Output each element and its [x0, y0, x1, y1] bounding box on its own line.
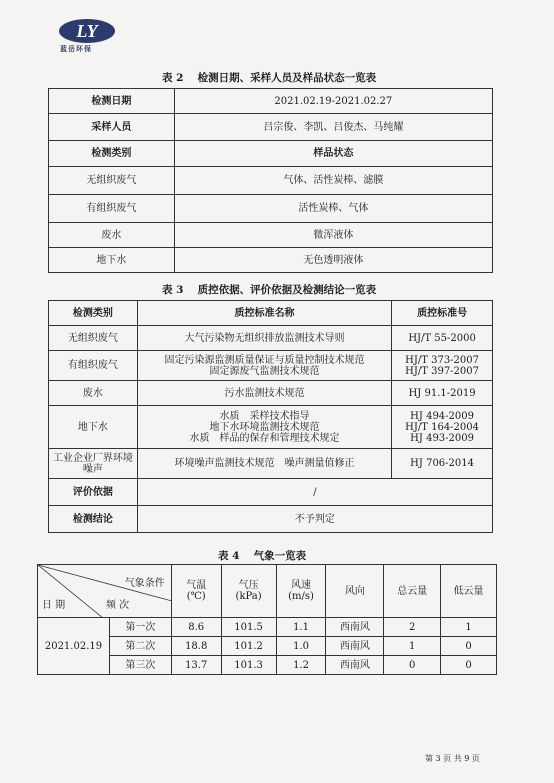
t4-header-pressure: 气压 (kPa) — [221, 565, 276, 618]
t3-category: 无组织废气 — [49, 326, 138, 351]
sampler-label: 采样人员 — [49, 114, 175, 141]
logo-text: 蓝岳环保 — [60, 44, 92, 53]
diag-freq-label: 频 次 — [106, 600, 130, 611]
t4-pressure: 101.2 — [221, 637, 276, 656]
company-logo — [57, 18, 117, 44]
category-cell: 有组织废气 — [49, 195, 175, 223]
table2 — [48, 88, 493, 273]
eval-label: 评价依据 — [49, 479, 138, 506]
eval-value: / — [137, 479, 492, 506]
table4-caption: 表 4 气象一览表 — [218, 550, 307, 562]
t4-freq: 第一次 — [109, 618, 171, 637]
category-header: 检测类别 — [49, 141, 175, 167]
t4-header-temp: 气温 (℃) — [171, 565, 221, 618]
t4-wind-dir: 西南风 — [326, 656, 384, 675]
t3-std-code: HJ/T 55-2000 — [408, 332, 476, 344]
svg-text:LY: LY — [76, 21, 98, 41]
t4-header-total-cloud: 总云量 — [384, 565, 441, 618]
t4-temp: 13.7 — [171, 656, 221, 675]
t3-std-name: 固定源废气监测技术规范 — [209, 365, 320, 377]
t3-header-name: 质控标准名称 — [137, 301, 391, 326]
t4-pressure: 101.3 — [221, 656, 276, 675]
t4-pressure: 101.5 — [221, 618, 276, 637]
category-cell: 无组织废气 — [49, 167, 175, 195]
table3 — [48, 300, 493, 533]
category-cell: 地下水 — [49, 248, 175, 273]
t3-std-name: 水质 样品的保存和管理技术规定 — [189, 432, 340, 444]
t4-temp: 8.6 — [171, 618, 221, 637]
t4-wind-speed: 1.1 — [276, 618, 326, 637]
table4 — [37, 564, 497, 675]
t4-header-wind-speed: 风速 (m/s) — [276, 565, 326, 618]
t3-std-code: HJ 493-2009 — [410, 432, 474, 444]
diagonal-header-cell — [38, 565, 172, 618]
t4-wind-speed: 1.0 — [276, 637, 326, 656]
t4-freq: 第三次 — [109, 656, 171, 675]
t3-header-category: 检测类别 — [49, 301, 138, 326]
t3-std-name: 水质 采样技术指导 — [219, 410, 310, 422]
diag-date-label: 日 期 — [42, 600, 66, 611]
t3-std-name: 固定污染源监测质量保证与质量控制技术规范 — [164, 354, 365, 366]
t3-header-code: 质控标准号 — [392, 301, 493, 326]
sampler-value: 吕宗俊、李凯、吕俊杰、马纯耀 — [174, 114, 492, 141]
t4-header-low-cloud: 低云量 — [441, 565, 497, 618]
diag-weather-label: 气象条件 — [124, 578, 165, 589]
date-value: 2021.02.19-2021.02.27 — [174, 89, 492, 114]
date-label: 检测日期 — [49, 89, 175, 114]
t3-std-code: HJ 91.1-2019 — [408, 387, 476, 399]
conclusion-label: 检测结论 — [49, 506, 138, 533]
t3-std-name: 环境噪声监测技术规范 噪声测量值修正 — [174, 458, 355, 469]
t4-freq: 第二次 — [109, 637, 171, 656]
t4-low-cloud: 0 — [441, 637, 497, 656]
t4-low-cloud: 1 — [441, 618, 497, 637]
t4-date: 2021.02.19 — [38, 618, 110, 675]
t3-category: 工业企业厂界环境噪声 — [49, 449, 138, 479]
t3-std-code: HJ/T 164-2004 — [405, 421, 480, 433]
t3-std-name: 大气污染物无组织排放监测技术导则 — [184, 332, 345, 344]
state-cell: 活性炭棒、气体 — [174, 195, 492, 223]
t3-std-name: 地下水环境监测技术规范 — [209, 421, 320, 433]
t3-std-code: HJ 706-2014 — [410, 458, 474, 469]
t3-std-name: 污水监测技术规范 — [224, 387, 305, 399]
conclusion-value: 不予判定 — [137, 506, 492, 533]
category-cell: 废水 — [49, 223, 175, 248]
t4-total-cloud: 0 — [384, 656, 441, 675]
t3-category: 有组织废气 — [49, 351, 138, 381]
t4-total-cloud: 2 — [384, 618, 441, 637]
t4-total-cloud: 1 — [384, 637, 441, 656]
t4-header-wind-dir: 风向 — [326, 565, 384, 618]
t3-category: 废水 — [49, 381, 138, 406]
t4-temp: 18.8 — [171, 637, 221, 656]
table3-caption: 表 3 质控依据、评价依据及检测结论一览表 — [162, 284, 377, 296]
t3-std-code: HJ/T 397-2007 — [405, 365, 480, 377]
t3-std-code: HJ 494-2009 — [410, 410, 474, 422]
table2-caption: 表 2 检测日期、采样人员及样品状态一览表 — [162, 72, 377, 84]
state-cell: 微浑液体 — [174, 223, 492, 248]
t4-wind-dir: 西南风 — [326, 618, 384, 637]
page-number: 第 3 页 共 9 页 — [425, 754, 480, 763]
state-cell: 气体、活性炭棒、滤膜 — [174, 167, 492, 195]
t4-low-cloud: 0 — [441, 656, 497, 675]
state-cell: 无色透明液体 — [174, 248, 492, 273]
t4-wind-speed: 1.2 — [276, 656, 326, 675]
t4-wind-dir: 西南风 — [326, 637, 384, 656]
t3-category: 地下水 — [49, 406, 138, 449]
state-header: 样品状态 — [174, 141, 492, 167]
t3-std-code: HJ/T 373-2007 — [405, 354, 480, 366]
